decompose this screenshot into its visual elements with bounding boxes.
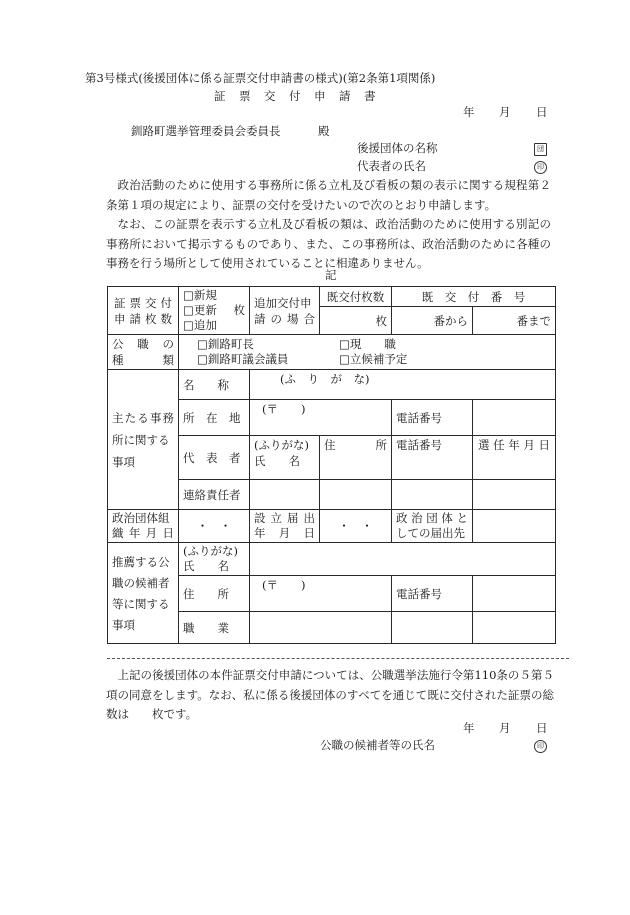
est-notice-label-cell: 設 立 届 出 年 月 日: [250, 510, 320, 543]
office-location-field[interactable]: [250, 400, 392, 436]
representative-address-field[interactable]: 住 所: [320, 436, 392, 480]
candidate-phone-field[interactable]: [473, 576, 556, 612]
candidate-name-signature-label: 公職の候補者等の氏名: [320, 738, 435, 752]
issued-count-unit: 枚: [320, 307, 392, 335]
candidate-phone-label: 電話番号: [392, 576, 473, 612]
office-phone-field[interactable]: [473, 400, 556, 436]
cert-type-options-cell: [179, 287, 250, 335]
candidate-address-label: 住 所: [179, 576, 250, 612]
candidate-occupation-field[interactable]: [250, 612, 392, 644]
endorsed-candidate-label-cell: 推薦する公 職の候補者 等に関する 事項: [108, 543, 179, 644]
candidate-seal-mark: 印: [534, 740, 547, 753]
office-location-label: 所 在 地: [179, 400, 250, 436]
est-notice-date-field[interactable]: ・ ・: [320, 510, 392, 543]
option-mayor[interactable]: □釧路町長: [197, 337, 254, 351]
add-case-label-cell: 追加交付申 請 の 場 合: [250, 287, 320, 335]
candidate-furigana-label: (ふりがな): [183, 544, 238, 558]
candidate-postal-label: (〒 ): [262, 578, 306, 592]
paragraph-declaration: なお、この証票を表示する立札及び看板の類は、政治活動のために使用する別記の事務所において掲示するものであり、また、この事務所は、政治活動のために各種の事務を行う場所として使用されていることに相違ありません。: [106, 217, 551, 270]
contact-extra-field[interactable]: [473, 480, 556, 510]
representative-name-label: 代表者の氏名: [357, 159, 426, 173]
representative-seal-mark: 印: [534, 161, 547, 174]
sheets-unit: 枚: [233, 303, 245, 317]
postal-code-label: (〒 ): [262, 402, 306, 416]
rep-phone-label: 電話番号: [392, 436, 473, 480]
dotted-separator: [107, 658, 569, 659]
application-form-table: [107, 286, 556, 644]
option-add[interactable]: □追加: [183, 318, 217, 332]
option-renew[interactable]: □更新: [183, 303, 217, 317]
appointment-date-label: 選 任 年 月 日: [473, 436, 556, 480]
option-candidate[interactable]: □立候補予定: [339, 352, 408, 366]
contact-person-label: 連絡責任者: [179, 480, 250, 510]
consent-date-year: 年: [463, 721, 475, 735]
option-assembly-member[interactable]: □釧路町議会議員: [197, 352, 289, 366]
addressee-name: 釧路町選挙管理委員会委員長: [131, 124, 281, 138]
document-title: 証 票 交 付 申 請 書: [214, 89, 377, 103]
candidate-address-field[interactable]: [250, 576, 392, 612]
office-name-furigana-label: (ふ り が な): [280, 372, 370, 386]
candidate-name-field[interactable]: [250, 543, 556, 576]
pol-org-date-field[interactable]: ・ ・: [179, 510, 250, 543]
ki-heading: 記: [325, 268, 337, 282]
rep-shimei-label: 氏 名: [254, 454, 300, 468]
org-seal-mark: 団: [534, 143, 547, 156]
org-name-label: 後援団体の名称: [357, 141, 438, 155]
pol-notice-label-cell: 政 治 団 体 と しての届出先: [392, 510, 473, 543]
contact-address-field[interactable]: [320, 480, 392, 510]
consent-date-month: 月: [499, 721, 511, 735]
option-new[interactable]: □新規: [183, 288, 217, 302]
date-year: 年: [463, 105, 475, 119]
consent-section: [106, 666, 554, 725]
addressee-honorific: 殿: [318, 124, 330, 138]
candidate-shimei-label: 氏 名: [183, 559, 229, 573]
candidate-occupation-label: 職 業: [179, 612, 250, 644]
option-incumbent[interactable]: □現 職: [339, 337, 396, 351]
representative-name-field[interactable]: [250, 436, 320, 480]
cert-count-label-cell: 証 票 交 付 申 請 枚 数: [108, 287, 179, 335]
date-day: 日: [536, 105, 548, 119]
representative-label: 代 表 者: [179, 436, 250, 480]
form-number-label: 第3号様式(後援団体に係る証票交付申請書の様式)(第2条第1項関係): [85, 71, 436, 85]
office-name-label: 名 称: [179, 370, 250, 400]
number-to-label: 番まで: [473, 307, 556, 335]
contact-name-field[interactable]: [250, 480, 320, 510]
candidate-extra-field-2[interactable]: [473, 612, 556, 644]
paragraph-application: 政治活動のために使用する事務所に係る立札及び看板の類の表示に関する規程第２条第１項の規定により、証票の交付を受けたいので次のとおり申請します。: [106, 178, 551, 212]
main-office-label-cell: 主 た る 事 務 所に関する 事項: [108, 370, 179, 510]
issued-number-label: 既 交 付 番 号: [392, 287, 556, 307]
rep-furigana-label: (ふりがな): [254, 438, 309, 452]
office-name-field[interactable]: [250, 370, 556, 400]
contact-phone-field[interactable]: [392, 480, 473, 510]
pol-notice-field[interactable]: [473, 510, 556, 543]
office-type-label-cell: 公 職 の 種 類: [108, 335, 179, 370]
office-type-options: [179, 335, 556, 370]
candidate-name-label-cell: [179, 543, 250, 576]
candidate-extra-field-1[interactable]: [392, 612, 473, 644]
body-paragraphs: [106, 176, 551, 274]
number-from-label: 番から: [392, 307, 473, 335]
issued-count-label: 既交付枚数: [320, 287, 392, 307]
consent-text: 上記の後援団体の本件証票交付申請については、公職選挙法施行令第110条の５第５項の同意をします。なお、私に係る後援団体のすべてを通じて既に交付された証票の総数は 枚です。: [106, 668, 554, 721]
consent-date-day: 日: [536, 721, 548, 735]
office-phone-label: 電話番号: [392, 400, 473, 436]
pol-org-date-label-cell: 政治団体組 織 年 月 日: [108, 510, 179, 543]
date-month: 月: [499, 105, 511, 119]
